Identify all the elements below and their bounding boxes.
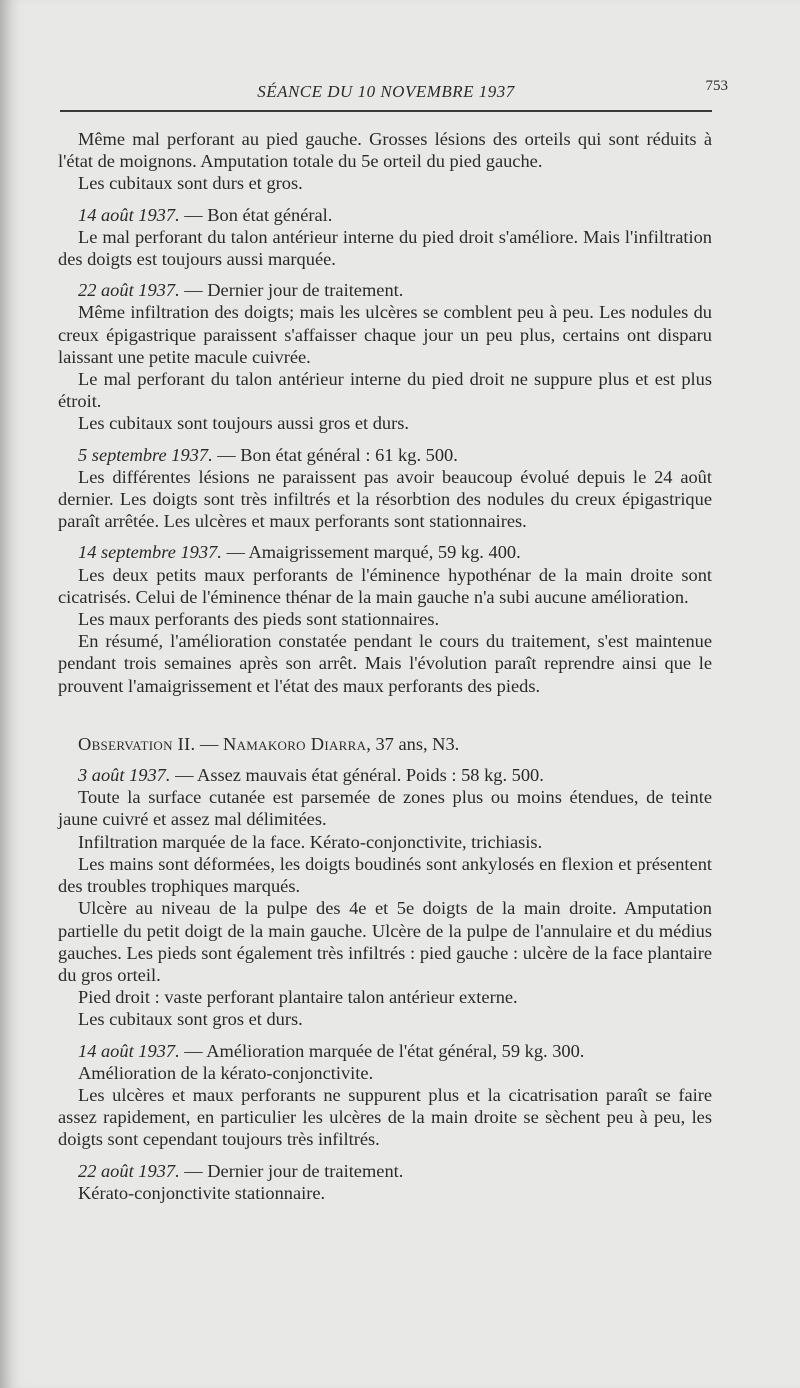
body-text bbox=[58, 128, 712, 1204]
paragraph: Les deux petits maux perforants de l'éminence hypothénar de la main droite sont cicatrisés. Celui de l'éminence thénar de la main gauche n'a subi aucune amélioration. bbox=[58, 564, 712, 607]
entry-heading-text: — Dernier jour de traitement. bbox=[179, 1160, 404, 1181]
entry-heading-text: — Dernier jour de traitement. bbox=[179, 280, 404, 301]
paragraph: Kérato-conjonctivite stationnaire. bbox=[78, 1182, 326, 1203]
entry-heading bbox=[58, 444, 712, 466]
paragraph: Les maux perforants des pieds sont stationnaires. bbox=[78, 609, 440, 630]
entry-date: 5 septembre 1937. bbox=[78, 444, 213, 465]
paragraph: Amélioration de la kérato-conjonctivite. bbox=[78, 1062, 374, 1083]
entry-date: 22 août 1937. bbox=[78, 1160, 180, 1181]
entry-heading bbox=[58, 764, 712, 786]
patient-name: Namakoro Diarra bbox=[223, 733, 367, 754]
paragraph: Les ulcères et maux perforants ne suppurent plus et la cicatrisation paraît se faire assez rapidement, en particulier les ulcères de la main droite se sèchent peu à peu, les doigts sont cependant toujours très infiltrés. bbox=[58, 1084, 712, 1150]
observation-dash: — bbox=[195, 733, 223, 754]
entry-heading-text: — Amélioration marquée de l'état général, 59 kg. 300. bbox=[179, 1040, 585, 1061]
paragraph: Même infiltration des doigts; mais les ulcères se comblent peu à peu. Les nodules du creux épigastrique paraissent s'affaisser chaque jour un peu plus, certains ont disparu laissant une petite macule cuivrée. bbox=[58, 302, 712, 367]
entry-heading-text: — Bon état général. bbox=[179, 204, 333, 225]
paragraph: Le mal perforant du talon antérieur interne du pied droit ne suppure plus et est plus étroit. bbox=[58, 369, 712, 412]
paragraph: Les différentes lésions ne paraissent pas avoir beaucoup évolué depuis le 24 août dernier. Les doigts sont très infiltrés et la résorbtion des nodules du creux épigastrique paraît arrêtée. Les ulcères et maux perforants sont stationnaires. bbox=[58, 466, 712, 532]
paragraph: Infiltration marquée de la face. Kérato-conjonctivite, trichiasis. bbox=[78, 831, 543, 852]
paragraph: Toute la surface cutanée est parsemée de zones plus ou moins étendues, de teinte jaune cuivré et assez mal délimitées. bbox=[58, 787, 712, 830]
paragraph: Les mains sont déformées, les doigts boudinés sont ankylosés en flexion et présentent des troubles trophiques marqués. bbox=[58, 853, 712, 897]
paragraph: Les cubitaux sont gros et durs. bbox=[78, 1009, 303, 1030]
header-rule bbox=[60, 110, 712, 112]
paragraph: Les cubitaux sont toujours aussi gros et durs. bbox=[78, 413, 409, 434]
entry-heading bbox=[58, 1160, 712, 1182]
entry-heading bbox=[58, 541, 712, 563]
entry-heading-text: — Bon état général : 61 kg. 500. bbox=[212, 444, 458, 465]
entry-heading bbox=[58, 279, 712, 301]
page-header bbox=[60, 78, 728, 108]
entry-heading bbox=[58, 1040, 712, 1062]
paragraph: Même mal perforant au pied gauche. Grosses lésions des orteils qui sont réduits à l'état de moignons. Amputation totale du 5e orteil du pied gauche. bbox=[58, 129, 712, 172]
paragraph: En résumé, l'amélioration constatée pendant le cours du traitement, s'est maintenue pendant trois semaines après son arrêt. Mais l'évolution paraît reprendre ainsi que le prouvent l'amaigrissement et l'état des maux perforants des pieds. bbox=[58, 631, 712, 696]
paragraph: Les cubitaux sont durs et gros. bbox=[78, 173, 303, 194]
entry-heading-text: — Assez mauvais état général. Poids : 58 kg. 500. bbox=[170, 765, 544, 786]
entry-date: 14 août 1937. bbox=[78, 204, 180, 225]
paragraph: Ulcère au niveau de la pulpe des 4e et 5e doigts de la main droite. Amputation partielle du petit doigt de la main gauche. Ulcère de la pulpe de l'annulaire et du médius gauches. Les pieds sont également très infiltrés : pied gauche : ulcère de la face plantaire du gros orteil. bbox=[58, 898, 712, 985]
observation-details: , 37 ans, N3. bbox=[366, 733, 460, 754]
entry-date: 14 septembre 1937. bbox=[78, 542, 222, 563]
running-head: SÉANCE DU 10 NOVEMBRE 1937 bbox=[257, 82, 515, 101]
page-number: 753 bbox=[705, 78, 728, 94]
entry-heading bbox=[58, 204, 712, 226]
entry-date: 14 août 1937. bbox=[78, 1040, 180, 1061]
paragraph: Pied droit : vaste perforant plantaire talon antérieur externe. bbox=[78, 987, 518, 1008]
entry-date: 3 août 1937. bbox=[78, 765, 171, 786]
observation-label: Observation II. bbox=[78, 733, 196, 754]
observation-title bbox=[58, 733, 712, 755]
entry-date: 22 août 1937. bbox=[78, 280, 180, 301]
paragraph: Le mal perforant du talon antérieur interne du pied droit s'améliore. Mais l'infiltration des doigts est toujours aussi marquée. bbox=[58, 226, 712, 270]
entry-heading-text: — Amaigrissement marqué, 59 kg. 400. bbox=[221, 542, 521, 563]
